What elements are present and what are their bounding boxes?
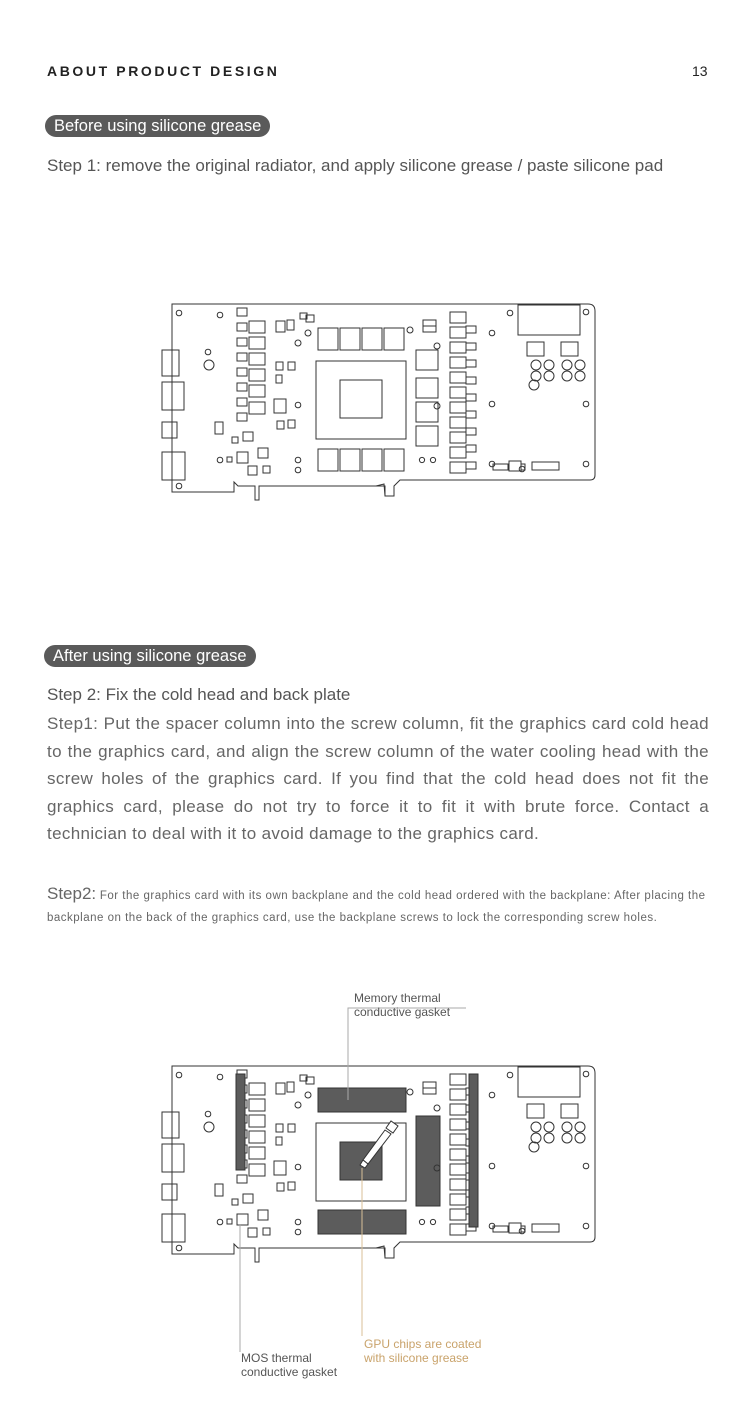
mount-hole-3 bbox=[217, 1219, 223, 1225]
mid-comp-h bbox=[274, 1161, 286, 1175]
mid-hole-b bbox=[295, 1102, 301, 1108]
power-connector bbox=[518, 1067, 580, 1097]
right-comp-3 bbox=[450, 1119, 466, 1130]
large-hole bbox=[204, 1122, 214, 1132]
cap-b-3 bbox=[575, 1133, 585, 1143]
rc-hole-d bbox=[419, 1219, 424, 1224]
left-chip-g bbox=[258, 1210, 268, 1220]
right-comp-8 bbox=[450, 1194, 466, 1205]
left-chip-e bbox=[232, 1199, 238, 1205]
left-comp-2 bbox=[249, 1115, 265, 1127]
memory-gasket-callout bbox=[354, 992, 450, 1019]
rc-hole-a bbox=[407, 1089, 413, 1095]
rc-comp-b bbox=[423, 1088, 436, 1094]
left-small-7 bbox=[237, 1175, 247, 1183]
before-badge: Before using silicone grease bbox=[45, 115, 270, 137]
left-chip-a bbox=[243, 1194, 253, 1203]
board-after-group bbox=[162, 1066, 595, 1262]
cap-a-0 bbox=[531, 1122, 541, 1132]
cap-a-2 bbox=[531, 1133, 541, 1143]
mid-comp-i bbox=[288, 1182, 295, 1190]
right-comp-6 bbox=[450, 1164, 466, 1175]
mount-hole-0 bbox=[176, 1072, 182, 1078]
memory-callout-line2: conductive gasket bbox=[354, 1004, 451, 1019]
mid-comp-e bbox=[276, 1124, 283, 1132]
cap-b-0 bbox=[562, 1122, 572, 1132]
mount-hole-8 bbox=[583, 1071, 589, 1077]
mount-hole-1 bbox=[217, 1074, 223, 1080]
mount-hole-12 bbox=[489, 1163, 495, 1169]
gpu-callout-line1: GPU chips are coated bbox=[364, 1337, 482, 1351]
cap-box-b bbox=[561, 1104, 578, 1118]
mos-gasket-callout bbox=[241, 1352, 337, 1379]
mid-comp-f bbox=[288, 1124, 295, 1132]
cap-a-4 bbox=[529, 1142, 539, 1152]
mid-comp-b bbox=[287, 1082, 294, 1092]
br-comp-d bbox=[532, 1224, 559, 1232]
mos-callout-line2: conductive gasket bbox=[241, 1364, 338, 1379]
memory-callout-line1: Memory thermal bbox=[354, 991, 441, 1005]
cap-box-a bbox=[527, 1104, 544, 1118]
right-comp-2 bbox=[450, 1104, 466, 1115]
left-comp-1 bbox=[249, 1099, 265, 1111]
mos-pad-right bbox=[469, 1074, 478, 1227]
mount-hole-11 bbox=[489, 1092, 495, 1098]
mos-callout-line1: MOS thermal bbox=[241, 1351, 312, 1365]
right-comp-10 bbox=[450, 1224, 466, 1235]
port-1 bbox=[162, 1112, 179, 1138]
gpu-grease-callout bbox=[364, 1338, 481, 1365]
left-comp-5 bbox=[249, 1164, 265, 1176]
left-comp-3 bbox=[249, 1131, 265, 1143]
mid-comp-g bbox=[276, 1137, 282, 1145]
mount-hole-4 bbox=[176, 1245, 182, 1251]
mid-comp-j bbox=[277, 1183, 284, 1191]
port-3 bbox=[162, 1184, 177, 1200]
memory-pad-right bbox=[416, 1116, 440, 1206]
left-chip-d bbox=[215, 1184, 223, 1196]
cap-a-3 bbox=[544, 1133, 554, 1143]
mount-hole-6 bbox=[295, 1229, 301, 1235]
mount-hole-9 bbox=[583, 1163, 589, 1169]
memory-leader-line bbox=[348, 1004, 466, 1100]
right-comp-4 bbox=[450, 1134, 466, 1145]
mount-hole-5 bbox=[295, 1219, 301, 1225]
mount-hole-2 bbox=[205, 1111, 211, 1117]
after-badge: After using silicone grease bbox=[44, 645, 256, 667]
left-chip-b bbox=[237, 1214, 248, 1225]
rc-comp-a bbox=[423, 1082, 436, 1088]
rc-hole-e bbox=[430, 1219, 435, 1224]
mount-hole-7 bbox=[507, 1072, 513, 1078]
step1-paragraph: Step1: Put the spacer column into the screw column, fit the graphics card cold head to the graphics card, and align the screw column of the water cooling head with the screw holes of the graphics card. If you find that the cold head does not fit the graphics card, please do not try to force it to fit it with brute force. Contact a technician to deal with it to avoid damage to the graphics card. bbox=[47, 714, 709, 843]
right-comp-0 bbox=[450, 1074, 466, 1085]
right-comp-7 bbox=[450, 1179, 466, 1190]
mid-hole-a bbox=[305, 1092, 311, 1098]
right-comp-9 bbox=[450, 1209, 466, 1220]
cap-b-2 bbox=[562, 1133, 572, 1143]
br-comp-a bbox=[493, 1226, 508, 1232]
step1-instruction: Step 1: remove the original radiator, and apply silicone grease / paste silicone pad bbox=[47, 156, 664, 175]
left-comp-0 bbox=[249, 1083, 265, 1095]
memory-pad-top bbox=[318, 1088, 406, 1112]
left-chip-h bbox=[263, 1228, 270, 1235]
left-chip-f bbox=[227, 1219, 232, 1224]
cap-b-1 bbox=[575, 1122, 585, 1132]
left-comp-4 bbox=[249, 1147, 265, 1159]
step2-text: For the graphics card with its own backplane and the cold head ordered with the backplane: After placing the backplane on the back of the graphics card, use the backplane screws to lock the corresponding screw holes. bbox=[47, 890, 706, 924]
step2-label: Step2: bbox=[47, 884, 97, 903]
port-2 bbox=[162, 1144, 184, 1172]
right-comp-5 bbox=[450, 1149, 466, 1160]
right-comp-1 bbox=[450, 1089, 466, 1100]
page-number: 13 bbox=[692, 63, 708, 79]
step2-title: Step 2: Fix the cold head and back plate bbox=[47, 685, 351, 704]
rc-hole-b bbox=[434, 1105, 440, 1111]
section-header: ABOUT PRODUCT DESIGN bbox=[47, 63, 280, 79]
mount-hole-15 bbox=[295, 1164, 301, 1170]
mount-hole-10 bbox=[583, 1223, 589, 1229]
left-chip-c bbox=[248, 1228, 257, 1237]
mid-comp-a bbox=[276, 1083, 285, 1094]
cap-a-1 bbox=[544, 1122, 554, 1132]
port-4 bbox=[162, 1214, 185, 1242]
mos-pad-left bbox=[236, 1074, 245, 1170]
gpu-callout-line2: with silicone grease bbox=[364, 1350, 469, 1365]
